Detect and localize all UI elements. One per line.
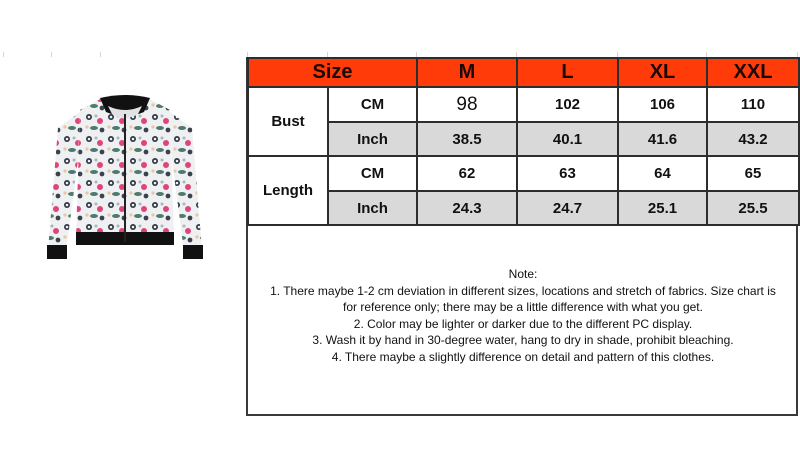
note-line: for reference only; there may be a little difference with what you get. — [343, 300, 703, 314]
length-cm-row — [248, 156, 799, 191]
product-image-cell — [2, 57, 248, 416]
value-cell: 62 — [417, 156, 517, 191]
header-row — [248, 58, 799, 87]
size-xxl-header: XXL — [707, 58, 799, 87]
length-inch-row — [248, 191, 799, 225]
value-cell: 106 — [618, 87, 707, 122]
bust-cm-row — [248, 87, 799, 122]
unit-label: Inch — [328, 122, 417, 156]
note-line: 4. There maybe a slightly difference on detail and pattern of this clothes. — [331, 349, 715, 364]
value-cell: 102 — [517, 87, 618, 122]
length-label: Length — [248, 156, 328, 225]
value-cell: 24.7 — [517, 191, 618, 225]
value-cell: 25.1 — [618, 191, 707, 225]
note-line: 1. There maybe 1-2 cm deviation in different sizes, locations and stretch of fabrics. Size chart is — [270, 283, 776, 298]
value-cell: 63 — [517, 156, 618, 191]
note-line: 2. Color may be lighter or darker due to the different PC display. — [353, 316, 693, 331]
value-cell: 24.3 — [417, 191, 517, 225]
notes-title: Note: — [508, 267, 538, 281]
size-header: Size — [248, 58, 417, 87]
unit-label: CM — [328, 156, 417, 191]
value-cell: 43.2 — [707, 122, 799, 156]
size-m-header: M — [417, 58, 517, 87]
value-cell: 65 — [707, 156, 799, 191]
value-cell: 98 — [417, 87, 517, 122]
value-cell: 41.6 — [618, 122, 707, 156]
value-cell: 25.5 — [707, 191, 799, 225]
size-xl-header: XL — [618, 58, 707, 87]
value-cell: 64 — [618, 156, 707, 191]
size-l-header: L — [517, 58, 618, 87]
notes-section — [248, 228, 798, 416]
note-line: 3. Wash it by hand in 30-degree water, hang to dry in shade, prohibit bleaching. — [312, 333, 734, 347]
bust-label: Bust — [248, 87, 328, 156]
unit-label: CM — [328, 87, 417, 122]
value-cell: 38.5 — [417, 122, 517, 156]
unit-label: Inch — [328, 191, 417, 225]
value-cell: 40.1 — [517, 122, 618, 156]
jacket-image — [40, 90, 210, 290]
value-cell: 110 — [707, 87, 799, 122]
bust-inch-row — [248, 122, 799, 156]
size-chart-table — [247, 57, 800, 226]
